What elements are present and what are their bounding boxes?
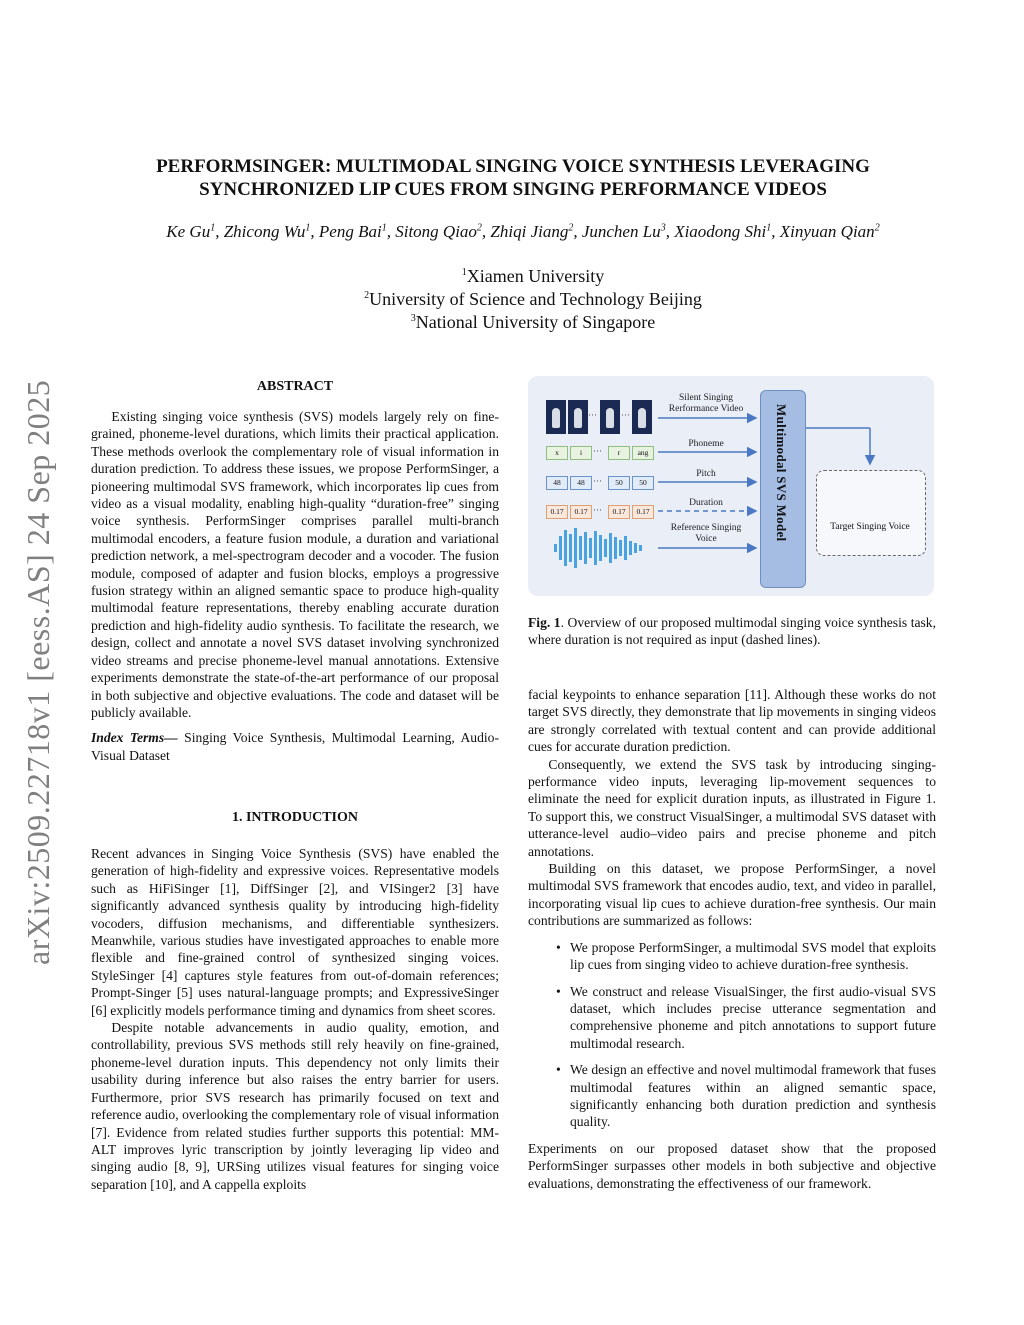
right-paragraph-3: Building on this dataset, we propose PerformSinger, a novel multimodal SVS framework that encodes audio, text, and video in parallel, incorporating visual lip cues to achieve duration-free synthesis. Our main contributions are summarized as follows:	[528, 861, 936, 929]
author-affiliation-marker: 1	[381, 222, 387, 234]
video-frame-icon	[600, 400, 620, 434]
pitch-label: Pitch	[696, 469, 716, 479]
author-list	[60, 222, 986, 242]
author-name: Peng Bai	[318, 222, 382, 241]
phoneme-label: Phoneme	[688, 439, 724, 449]
author-separator: ,	[665, 222, 675, 241]
duration-label: Duration	[689, 498, 723, 508]
author-separator: ,	[573, 222, 582, 241]
author-name: Ke Gu	[166, 222, 211, 241]
author-name: Zhiqi Jiang	[490, 222, 569, 241]
svs-model-label: Multimodal SVS Model	[774, 404, 789, 542]
contribution-item: • We design an effective and novel multimodal framework that fuses multimodal features within an aligned semantic space, significantly enhancing both duration prediction and synthesis quality.	[570, 1061, 936, 1131]
author-separator: ,	[771, 222, 780, 241]
author-name: Xinyuan Qian	[779, 222, 875, 241]
introduction-heading: 1. INTRODUCTION	[231, 810, 358, 825]
phoneme-token: r	[608, 446, 630, 460]
author-affiliation-marker: 2	[568, 222, 574, 234]
duration-token: 0.17	[570, 505, 592, 519]
right-paragraph-1: facial keypoints to enhance separation [11]. Although these works do not target SVS directly, they demonstrate that lip movements in singing videos are strongly correlated with textual content and can provide additional cues for accurate duration prediction.	[528, 687, 936, 755]
author-affiliation-marker: 3	[660, 222, 666, 234]
figure-caption: Fig. 1. Overview of our proposed multimodal singing voice synthesis task, where duration is not required as input (dashed lines).	[528, 615, 936, 648]
paper-title	[90, 155, 936, 201]
title-line-2: SYNCHRONIZED LIP CUES FROM SINGING PERFORMANCE VIDEOS	[199, 179, 827, 200]
reference-voice-label: Reference Singing Voice	[670, 523, 742, 544]
author-affiliation-marker: 2	[476, 222, 482, 234]
contribution-item: • We propose PerformSinger, a multimodal SVS model that exploits lip cues from singing video to achieve duration-free synthesis.	[570, 939, 936, 974]
introduction-section	[91, 845, 499, 1193]
pitch-token: 50	[608, 476, 630, 490]
author-separator: ,	[310, 222, 319, 241]
phoneme-token: x	[546, 446, 568, 460]
title-line-1: PERFORMSINGER: MULTIMODAL SINGING VOICE SYNTHESIS LEVERAGING	[156, 156, 870, 177]
affiliation-2: $^2$University of Science and Technology Beijing	[364, 289, 702, 309]
abstract-text: Existing singing voice synthesis (SVS) models largely rely on fine-grained, phoneme-level durations, which limits their practical application. These methods overlook the complementary role of visual information in duration prediction. To address these issues, we propose PerformSinger, a pioneering multimodal SVS framework, which incorporates lip cues from video as a visual modality, enabling high-quality “duration-free” singing voice synthesis. PerformSinger comprises parallel multi-branch multimodal encoders, a feature fusion module, a duration and variational prediction network, a mel-spectrogram decoder and a vocoder. The fusion module, composed of adapter and fusion blocks, employs a progressive fusion strategy within an aligned semantic space to produce high-quality multimodal feature representations, thereby enabling accurate duration prediction and high-fidelity audio synthesis. To facilitate the research, we design, collect and annotate a novel SVS dataset involving synchronized video streams and precise phoneme-level manual annotations. Extensive experiments demonstrate the state-of-the-art performance of our proposal in both subjective and objective evaluations. The code and dataset will be publicly available.	[91, 409, 499, 720]
right-paragraph-4: Experiments on our proposed dataset show that the proposed PerformSinger surpasses other models in both subjective and objective evaluations, demonstrating the effectiveness of our framework.	[528, 1140, 936, 1191]
duration-token: 0.17	[546, 505, 568, 519]
pitch-token: 50	[632, 476, 654, 490]
target-voice-label: Target Singing Voice	[830, 522, 910, 532]
contributions-list	[528, 939, 936, 1131]
silent-video-label: Silent Singing Rerformance Video	[668, 393, 744, 414]
right-paragraph-2: Consequently, we extend the SVS task by introducing singing-performance video inputs, leveraging lip-movement sequences to eliminate the need for explicit duration inputs, as illustrated in Figure 1. To support this, we construct VisualSinger, a multimodal SVS dataset with utterance-level audio–video pairs and precise phoneme and pitch annotations.	[528, 756, 936, 859]
abstract-heading: ABSTRACT	[256, 379, 334, 394]
abstract-section	[91, 408, 499, 764]
pitch-token: 48	[570, 476, 592, 490]
video-frame-icon	[568, 400, 588, 434]
author-separator: ,	[481, 222, 491, 241]
figure-1	[528, 376, 934, 596]
author-name: Zhicong Wu	[223, 222, 306, 241]
reference-waveform-icon	[554, 528, 642, 568]
index-terms: Index Terms— Singing Voice Synthesis, Multimodal Learning, Audio-Visual Dataset	[91, 730, 499, 763]
video-ellipsis: ···	[588, 410, 597, 420]
video-frame-icon	[632, 400, 652, 434]
pitch-ellipsis: ···	[593, 476, 602, 486]
video-ellipsis: ···	[621, 410, 630, 420]
affiliation-3: $^3$National University of Singapore	[410, 312, 656, 332]
phoneme-ellipsis: ···	[593, 446, 602, 456]
phoneme-token: i	[570, 446, 592, 460]
target-voice-box	[816, 470, 926, 556]
contribution-item: • We construct and release VisualSinger, the first audio-visual SVS dataset, which includes precise utterance segmentation and comprehensive phoneme and pitch annotations to support future multimodal research.	[570, 983, 936, 1053]
author-separator: ,	[386, 222, 396, 241]
author-affiliation-marker: 2	[874, 222, 880, 234]
arxiv-identifier: arXiv:2509.22718v1 [eess.AS] 24 Sep 2025	[20, 379, 56, 965]
affiliation-1: $^1$Xiamen University	[461, 266, 605, 286]
author-name: Junchen Lu	[581, 222, 661, 241]
duration-token: 0.17	[608, 505, 630, 519]
author-name: Xiaodong Shi	[674, 222, 767, 241]
author-affiliation-marker: 1	[210, 222, 216, 234]
pitch-token: 48	[546, 476, 568, 490]
author-affiliation-marker: 1	[305, 222, 311, 234]
right-column-text	[528, 686, 936, 1192]
intro-paragraph-1: Recent advances in Singing Voice Synthesis (SVS) have enabled the generation of high-fidelity and expressive voices. Representative models such as HiFiSinger [1], DiffSinger [2], and VISinger2 [3] have significantly advanced synthesis quality by introducing high-fidelity vocoders, diffusion mechanisms, and differentiable synthesizers. Meanwhile, various studies have investigated approaches to enable more flexible and fine-grained control of synthesized singing voices. StyleSinger [4] captures style features from out-of-domain references; Prompt-Singer [5] uses natural-language prompts; and ExpressiveSinger [6] explicitly models performance timing and dynamics from sheet scores.	[91, 846, 499, 1018]
author-separator: ,	[215, 222, 224, 241]
intro-paragraph-2: Despite notable advancements in audio quality, emotion, and controllability, previous SVS methods still rely heavily on fine-grained, phoneme-level duration inputs. This dependency not only limits their usability during inference but also raises the entry barrier for users. Furthermore, prior SVS research has primarily focused on text and reference audio, overlooking the complementary role of visual information [7]. Evidence from related studies further supports this potential: MM-ALT improves lyric transcription by jointly leveraging lip video and singing audio [8, 9], URSing utilizes visual features for singing voice separation [10], and A cappella exploits	[91, 1020, 499, 1192]
video-frame-icon	[546, 400, 566, 434]
duration-token: 0.17	[632, 505, 654, 519]
duration-ellipsis: ···	[593, 505, 602, 515]
phoneme-token: ang	[632, 446, 654, 460]
author-name: Sitong Qiao	[395, 222, 477, 241]
author-affiliation-marker: 1	[766, 222, 772, 234]
